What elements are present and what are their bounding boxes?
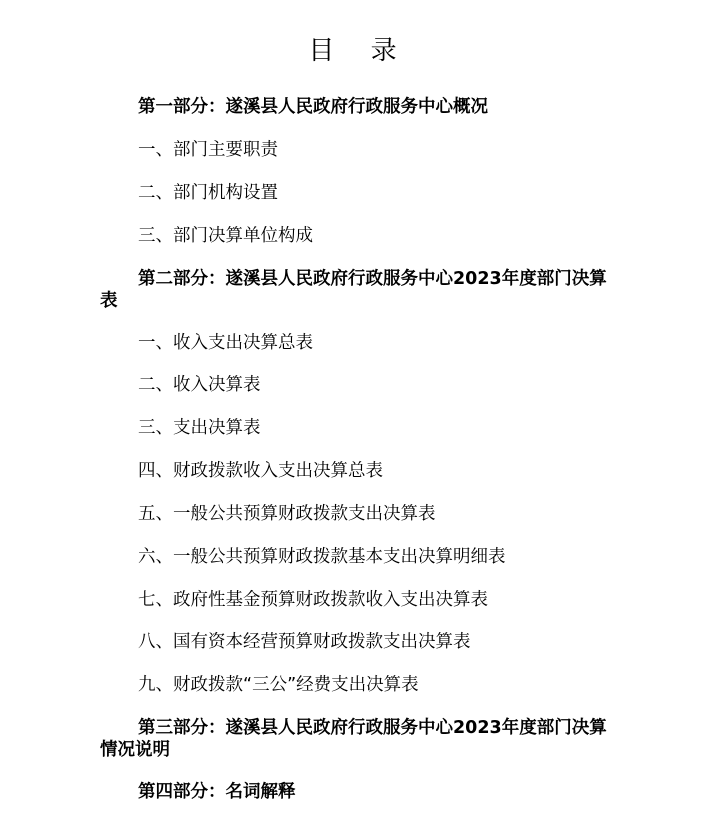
toc-item-2-5: 五、一般公共预算财政拨款支出决算表: [138, 504, 436, 524]
toc-item-1-2: 二、部门机构设置: [138, 183, 278, 203]
toc-part-3: 第三部分：遂溪县人民政府行政服务中心2023年度部门决算情况说明: [100, 718, 607, 760]
toc-item-2-1: 一、收入支出决算总表: [138, 333, 313, 353]
toc-item-1-3: 三、部门决算单位构成: [138, 226, 313, 246]
toc-part-2: 第二部分：遂溪县人民政府行政服务中心2023年度部门决算表: [100, 269, 607, 311]
page-title: 目 录: [308, 36, 411, 66]
toc-item-2-8: 八、国有资本经营预算财政拨款支出决算表: [138, 632, 471, 652]
toc-part-1: 第一部分：遂溪县人民政府行政服务中心概况: [138, 97, 488, 117]
toc-item-2-6: 六、一般公共预算财政拨款基本支出决算明细表: [138, 547, 506, 567]
toc-item-2-9: 九、财政拨款“三公”经费支出决算表: [138, 675, 419, 695]
toc-item-2-7: 七、政府性基金预算财政拨款收入支出决算表: [138, 590, 488, 610]
toc-item-2-2: 二、收入决算表: [138, 375, 261, 395]
toc-item-2-4: 四、财政拨款收入支出决算总表: [138, 461, 383, 481]
toc-item-2-3: 三、支出决算表: [138, 418, 261, 438]
toc-part-4: 第四部分：名词解释: [138, 782, 296, 802]
toc-item-1-1: 一、部门主要职责: [138, 140, 278, 160]
